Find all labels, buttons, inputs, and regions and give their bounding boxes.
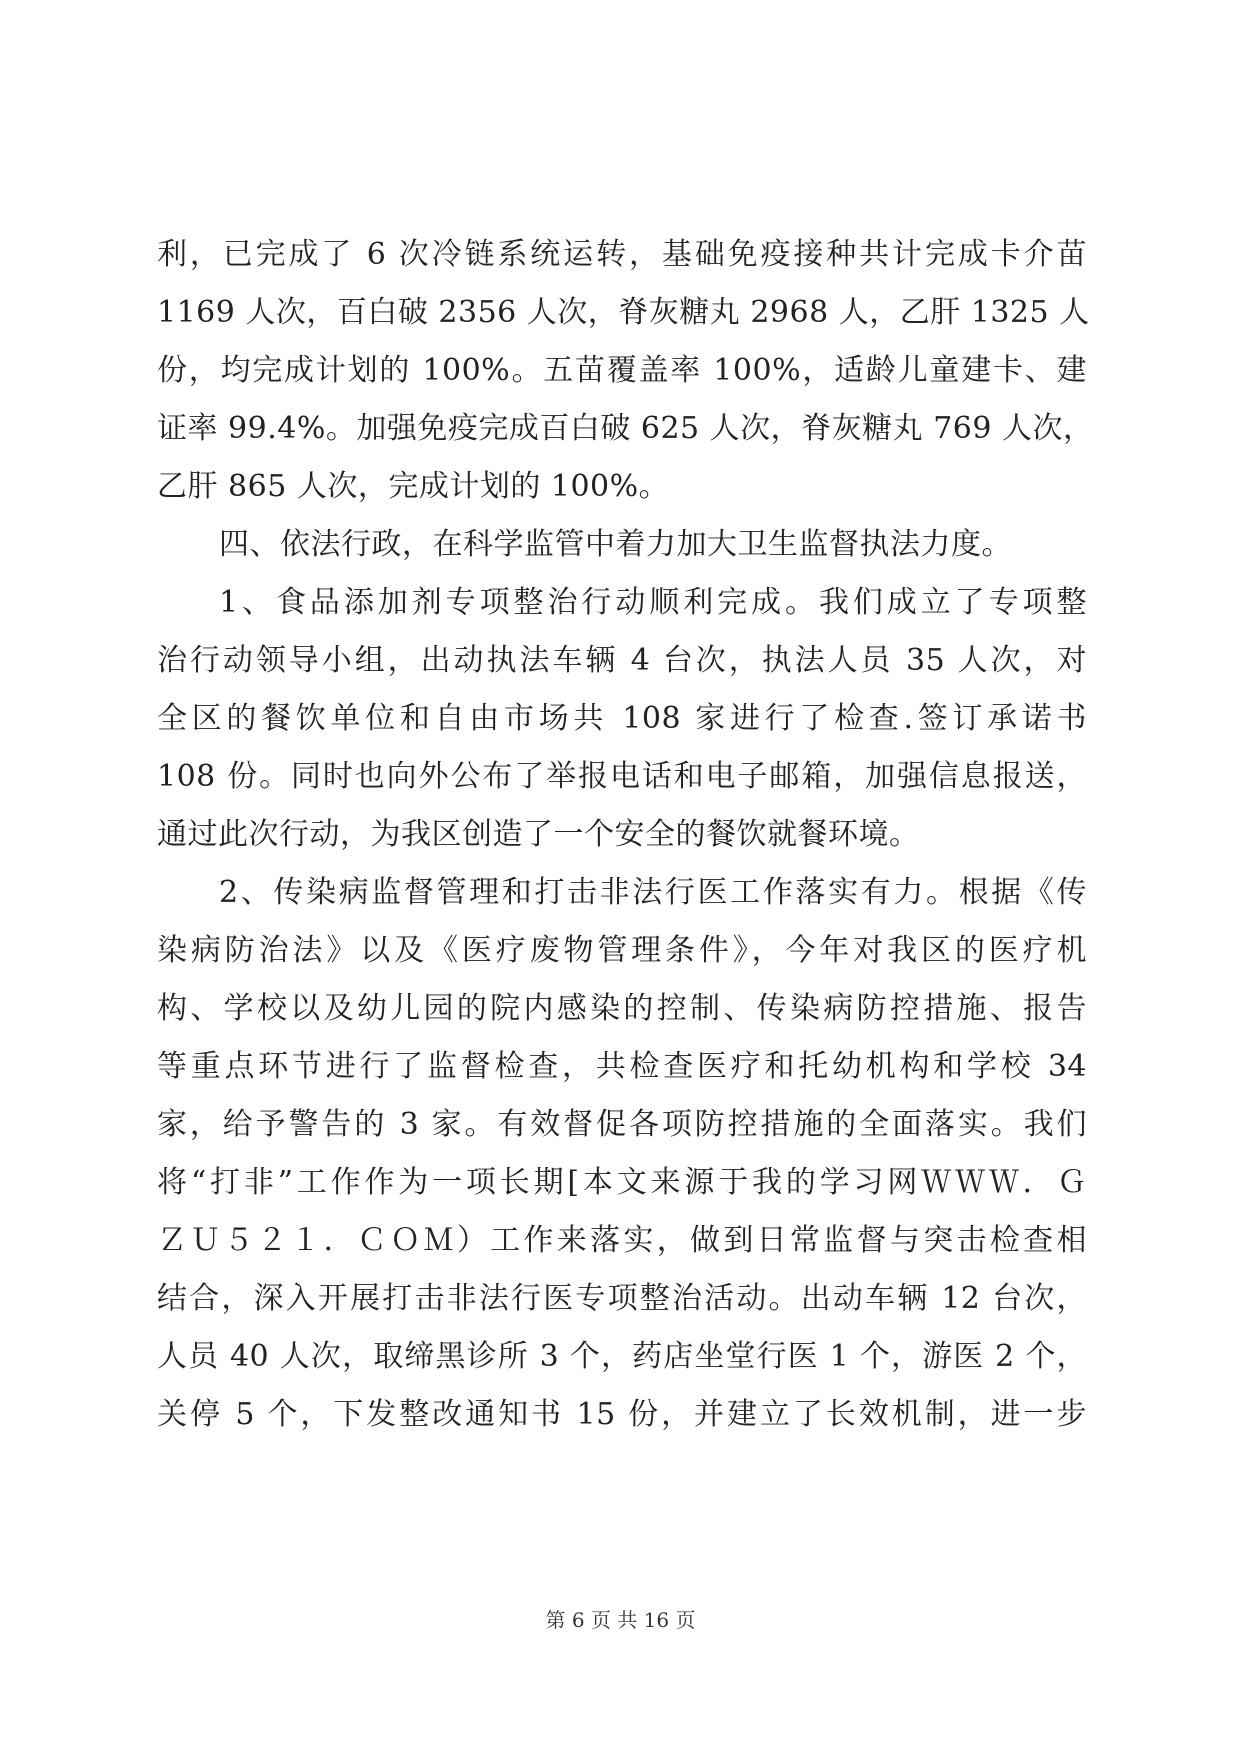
text-line: 结合，深入开展打击非法行医专项整治活动。出动车辆 12 台次， (157, 1281, 1087, 1316)
text-line: 家，给予警告的 3 家。有效督促各项防控措施的全面落实。我们 (157, 1107, 1087, 1142)
text-line: 证率 99.4%。加强免疫完成百白破 625 人次，脊灰糖丸 769 人次， (157, 411, 1094, 446)
text-line: 108 份。同时也向外公布了举报电话和电子邮箱，加强信息报送， (157, 759, 1087, 794)
text-line: 份，均完成计划的 100%。五苗覆盖率 100%，适龄儿童建卡、建 (157, 353, 1087, 388)
text-line: ＺＵ５２１．ＣＯＭ）工作来落实，做到日常监督与突击检查相 (157, 1223, 1087, 1258)
document-body (157, 226, 1094, 1444)
text-line: 利，已完成了 6 次冷链系统运转，基础免疫接种共计完成卡介苗 (157, 237, 1087, 272)
text-line: 1169 人次，百白破 2356 人次，脊灰糖丸 2968 人，乙肝 1325 人 (157, 295, 1090, 330)
page-number-footer: 第 6 页 共 16 页 (545, 1608, 696, 1632)
text-line: 关停 5 个，下发整改通知书 15 份，并建立了长效机制，进一步 (157, 1397, 1087, 1432)
text-line: 全区的餐饮单位和自由市场共 108 家进行了检查.签订承诺书 (157, 701, 1087, 736)
text-line: 构、学校以及幼儿园的院内感染的控制、传染病防控措施、报告 (157, 991, 1087, 1026)
text-line: 将“打非”工作作为一项长期[本文来源于我的学习网ＷＷＷ．Ｇ (157, 1165, 1087, 1200)
text-line: 2、传染病监督管理和打击非法行医工作落实有力。根据《传 (219, 875, 1087, 910)
section-heading: 四、依法行政，在科学监管中着力加大卫生监督执法力度。 (219, 527, 1012, 562)
text-line: 1、食品添加剂专项整治行动顺利完成。我们成立了专项整 (219, 585, 1087, 620)
text-line: 乙肝 865 人次，完成计划的 100%。 (157, 469, 670, 504)
text-line: 治行动领导小组，出动执法车辆 4 台次，执法人员 35 人次，对 (157, 643, 1087, 678)
text-line: 染病防治法》以及《医疗废物管理条件》，今年对我区的医疗机 (157, 933, 1087, 968)
text-line: 人员 40 人次，取缔黑诊所 3 个，药店坐堂行医 1 个，游医 2 个， (157, 1339, 1087, 1374)
text-line: 等重点环节进行了监督检查，共检查医疗和托幼机构和学校 34 (157, 1049, 1087, 1084)
text-line: 通过此次行动，为我区创造了一个安全的餐饮就餐环境。 (157, 817, 920, 852)
